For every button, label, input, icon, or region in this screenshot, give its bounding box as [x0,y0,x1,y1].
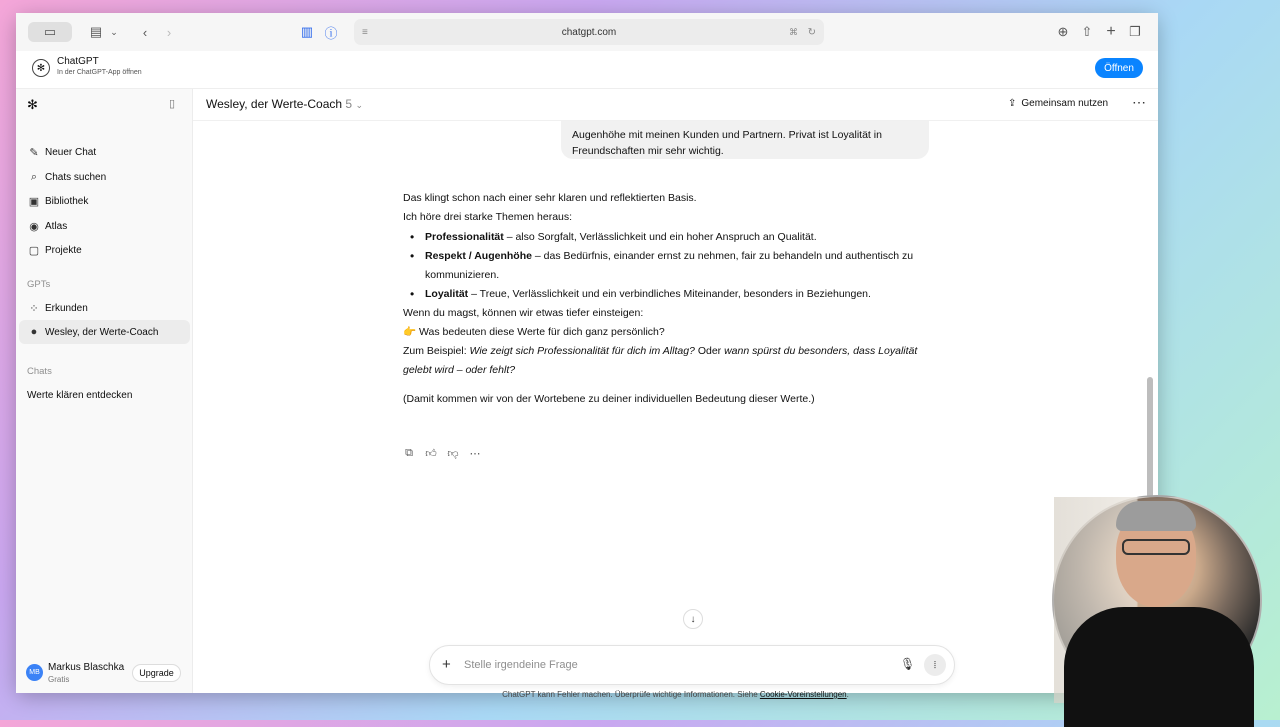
answer-prompt: Wenn du magst, können wir etwas tiefer einsteigen: [403,307,644,319]
sidebar-item-library[interactable] [19,189,190,213]
webcam-overlay [1052,495,1262,705]
browser-toolbar [16,13,1158,51]
composer [429,645,955,685]
answer-intro: Das klingt schon nach einer sehr klaren und reflektierten Basis. [403,192,697,204]
copy-icon[interactable]: ⧉ [405,447,413,459]
url-text: chatgpt.com [561,26,617,38]
answer-question: 👉 Was bedeuten diese Werte für dich ganz persönlich? [403,326,665,338]
answer-example: Zum Beispiel: Wie zeigt sich Professionalität für dich im Alltag? Oder wann spürst du besonders, dass Loyalität gelebt wird – oder fehlt? [403,345,918,376]
chevron-down-icon[interactable]: ⌄ [110,26,118,37]
translate-icon[interactable]: ⌘ [789,26,798,37]
chevron-down-icon: ⌄ [355,100,363,110]
more-icon[interactable]: ⋯ [469,448,481,460]
sidebar [16,89,193,693]
user-message: Augenhöhe mit meinen Kunden und Partnern. Privat ist Loyalität in Freundschaften mir sehr wichtig. [561,121,929,159]
sidebar-item-explore[interactable] [19,296,190,320]
sidebar-item-atlas[interactable] [19,214,190,238]
app-banner [16,51,1158,89]
prompt-input[interactable] [464,656,884,674]
gpt-model-selector[interactable] [206,97,363,111]
sidebar-item-label: Projekte [45,244,82,256]
thumbs-up-icon[interactable]: 👍︎ [425,448,437,460]
scrollbar[interactable] [1147,377,1153,507]
voice-mode-icon[interactable]: ⦙ [924,654,946,676]
forward-icon[interactable]: › [166,24,172,40]
sidebar-item-new-chat[interactable] [19,140,190,164]
url-bar[interactable] [354,19,824,45]
chat-main [193,89,1158,699]
browser-window [16,13,1158,699]
microphone-icon[interactable]: 🎙︎ [900,657,916,671]
gpt-name: Wesley, der Werte-Coach [206,97,343,111]
download-icon[interactable]: ⊕ [1057,24,1069,39]
banner-title: ChatGPT [57,56,99,67]
projects-icon: ▢ [28,244,40,257]
sidebar-item-projects[interactable] [19,238,190,262]
reload-icon[interactable]: ↻ [807,26,816,38]
share-button[interactable] [1008,98,1108,109]
chat-header [193,89,1158,121]
add-attachment-icon[interactable]: + [442,656,451,673]
chats-heading: Chats [27,366,52,377]
sidebar-item-label: Bibliothek [45,195,89,207]
chat-history-label: Werte klären entdecken [27,389,133,401]
new-chat-icon: ✎ [29,146,39,159]
answer-closing: (Damit kommen wir von der Wortebene zu deiner individuellen Bedeutung dieser Werte.) [403,393,815,405]
back-icon[interactable]: ‹ [142,24,148,40]
disclaimer: ChatGPT kann Fehler machen. Überprüfe wichtige Informationen. Siehe Cookie-Voreinstellungen. [502,690,849,699]
scroll-down-button[interactable]: ↓ [683,609,703,629]
sidebar-item-label: Atlas [45,220,68,232]
tabs-icon[interactable]: ❐ [1129,24,1141,39]
sidebar-icon[interactable]: ▤ [89,24,103,39]
sidebar-item-werte-coach[interactable] [19,320,190,344]
open-app-button[interactable]: Öffnen [1095,58,1143,78]
chatgpt-logo-icon: ✻ [32,59,50,77]
library-icon: ▣ [28,195,40,208]
answer-intro: Ich höre drei starke Themen heraus: [403,211,573,223]
close-sidebar-icon[interactable]: ▯ [169,98,176,110]
sidebar-item-label: Wesley, der Werte-Coach [45,326,159,338]
user-name: Markus Blaschka [48,662,125,673]
gpt-version: 5 [345,97,353,111]
banner-subtitle: In der ChatGPT-App öffnen [57,69,142,76]
sidebar-item-label: Erkunden [45,302,88,314]
search-icon: ⌕ [30,170,38,183]
assistant-message [403,189,943,409]
sidebar-item-label: Neuer Chat [45,146,97,158]
avatar: MB [26,664,43,681]
gpt-avatar-icon: ● [30,326,38,338]
explore-icon: ⁘ [29,302,39,315]
sidebar-item-label: Chats suchen [45,171,107,183]
answer-list [403,228,943,304]
user-plan: Gratis [48,675,70,684]
user-profile[interactable] [24,659,189,689]
upgrade-button[interactable]: Upgrade [132,664,181,682]
list-item: • Respekt / Augenhöhe – das Bedürfnis, einander ernst zu nehmen, fair zu behandeln und authentisch zu kommunizieren. [403,247,943,285]
privacy-icon[interactable]: ⓘ [324,25,338,41]
share-icon[interactable]: ⇧ [1081,24,1093,39]
share-icon: ⇪ [1008,98,1017,109]
gpts-heading: GPTs [27,279,51,290]
share-label: Gemeinsam nutzen [1021,98,1109,109]
chatgpt-logo-icon[interactable]: ✻ [27,97,38,112]
more-options-icon[interactable]: ⋯ [1132,94,1146,110]
message-actions [403,447,481,460]
thumbs-down-icon[interactable]: 👎︎ [447,448,459,460]
chat-history-item[interactable] [19,383,190,407]
page-settings-icon[interactable]: ≡ [362,26,368,38]
window-controls[interactable]: ▭ [28,22,72,42]
atlas-icon: ◉ [29,220,39,233]
list-item: • Loyalität – Treue, Verlässlichkeit und ein verbindliches Miteinander, besonders in Beziehungen. [403,285,943,304]
reader-icon[interactable]: ▥ [300,24,314,39]
list-item: • Professionalität – also Sorgfalt, Verlässlichkeit und ein hoher Anspruch an Qualität. [403,228,943,247]
cookie-settings-link[interactable]: Cookie-Voreinstellungen [759,690,847,699]
sidebar-item-search[interactable] [19,165,190,189]
new-tab-icon[interactable]: + [1106,23,1116,40]
